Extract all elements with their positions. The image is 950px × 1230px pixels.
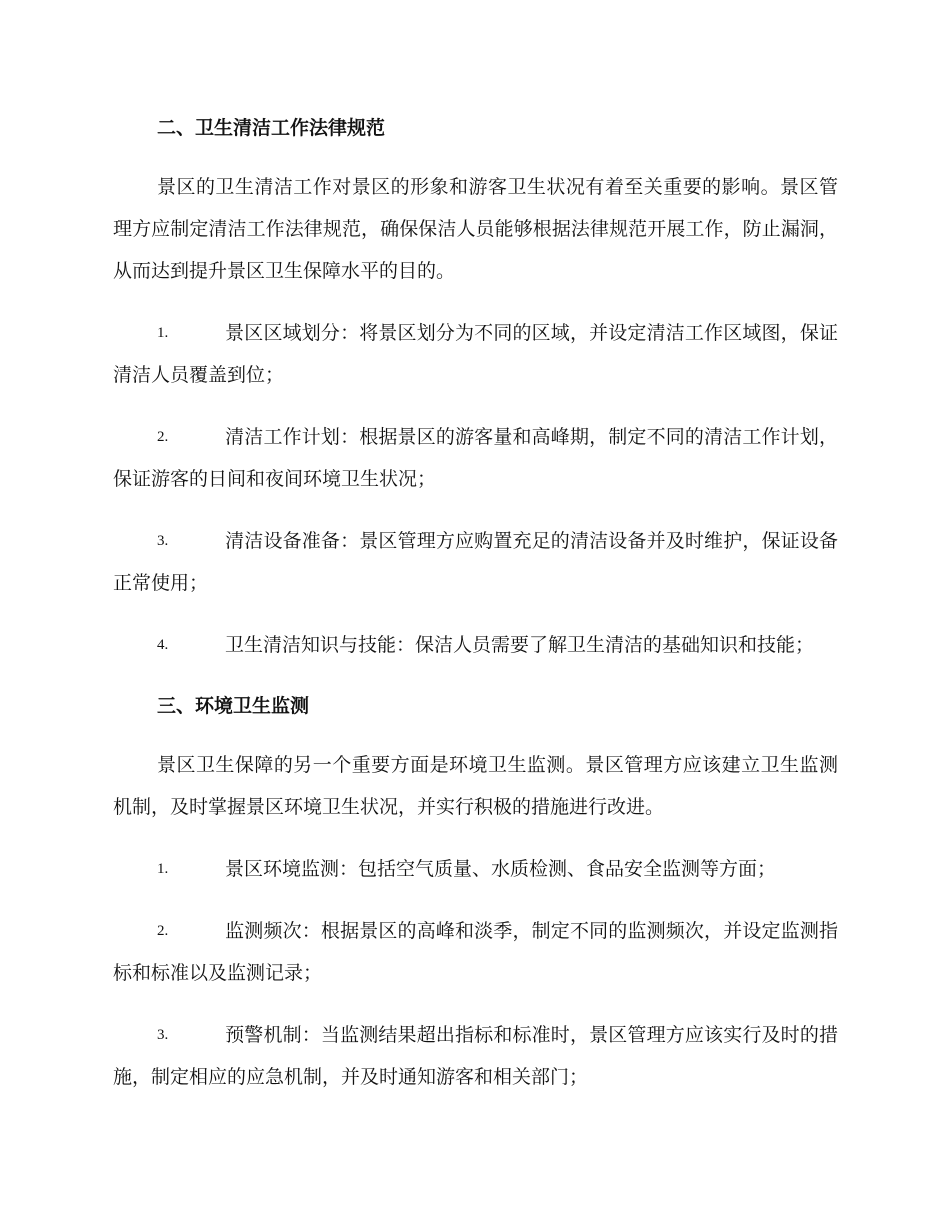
item-number: 3.	[157, 1027, 169, 1043]
section-2-intro: 景区的卫生清洁工作对景区的形象和游客卫生状况有着至关重要的影响。景区管理方应制定清洁工作法律规范，确保保洁人员能够根据法律规范开展工作，防止漏洞，从而达到提升景区卫生保障水平的目的。	[113, 176, 838, 282]
item-text: 清洁工作计划：根据景区的游客量和高峰期，制定不同的清洁工作计划，保证游客的日间和夜间环境卫生状况；	[113, 426, 838, 490]
item-text: 景区环境监测：包括空气质量、水质检测、食品安全监测等方面；	[225, 858, 777, 880]
item-number: 1.	[157, 325, 169, 341]
section-2-item-1	[113, 312, 838, 396]
section-2-item-2	[113, 416, 838, 500]
item-number: 2.	[157, 923, 169, 939]
item-number: 2.	[157, 429, 169, 445]
section-3-heading: 三、环境卫生监测	[157, 695, 310, 717]
item-text: 卫生清洁知识与技能：保洁人员需要了解卫生清洁的基础知识和技能；	[225, 634, 815, 656]
section-2-heading: 二、卫生清洁工作法律规范	[157, 117, 386, 139]
section-2-item-3	[113, 520, 838, 604]
item-number: 3.	[157, 533, 169, 549]
section-3-intro: 景区卫生保障的另一个重要方面是环境卫生监测。景区管理方应该建立卫生监测机制，及时掌握景区环境卫生状况，并实行积极的措施进行改进。	[113, 754, 838, 818]
document-body	[113, 108, 838, 1118]
item-text: 景区区域划分：将景区划分为不同的区域，并设定清洁工作区域图，保证清洁人员覆盖到位；	[113, 322, 838, 386]
item-text: 监测频次：根据景区的高峰和淡季，制定不同的监测频次，并设定监测指标和标准以及监测记录；	[113, 920, 838, 984]
item-number: 1.	[157, 861, 169, 877]
section-3-item-1	[113, 848, 838, 890]
section-3-item-3	[113, 1014, 838, 1098]
item-number: 4.	[157, 637, 169, 653]
section-3-item-2	[113, 910, 838, 994]
section-2-item-4	[113, 624, 838, 666]
item-text: 清洁设备准备：景区管理方应购置充足的清洁设备并及时维护，保证设备正常使用；	[113, 530, 838, 594]
item-text: 预警机制：当监测结果超出指标和标准时，景区管理方应该实行及时的措施，制定相应的应急机制，并及时通知游客和相关部门；	[113, 1024, 838, 1088]
